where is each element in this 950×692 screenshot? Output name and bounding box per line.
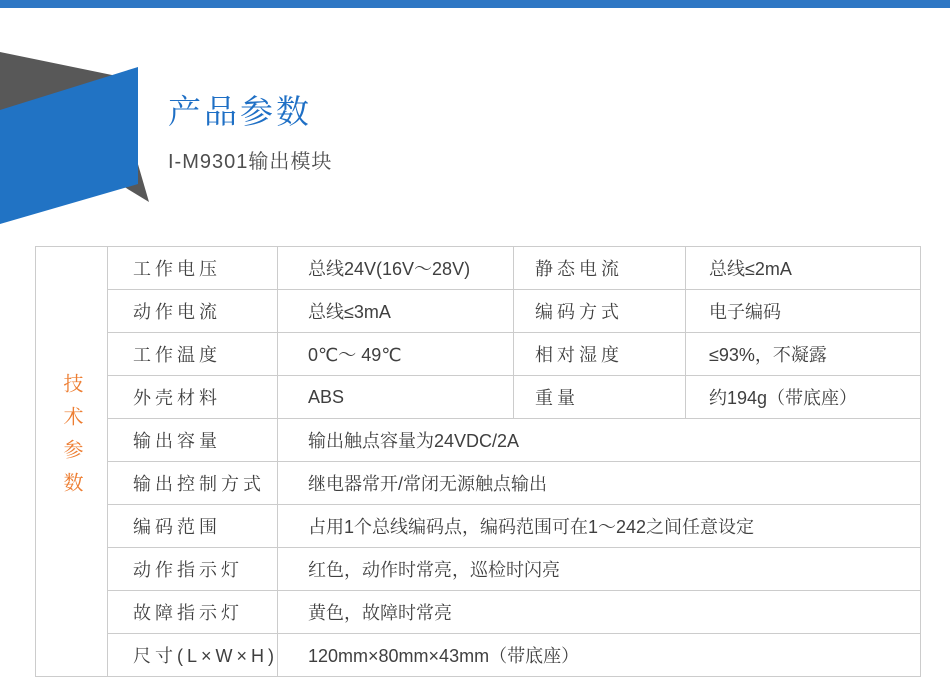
side-header-cell <box>36 247 108 677</box>
spec-label: 静态电流 <box>514 247 686 290</box>
spec-value: 总线≤3mA <box>278 290 514 333</box>
spec-value: 120mm×80mm×43mm（带底座） <box>278 634 921 677</box>
table-row <box>36 634 921 677</box>
side-header: 技术参数 <box>60 373 82 505</box>
spec-label: 重量 <box>514 376 686 419</box>
spec-value: 0℃～ 49℃ <box>278 333 514 376</box>
spec-label: 输出控制方式 <box>108 462 278 505</box>
spec-value: 总线24V(16V～28V) <box>278 247 514 290</box>
spec-value: 总线≤2mA <box>686 247 921 290</box>
spec-table <box>35 246 921 677</box>
spec-value: 黄色，故障时常亮 <box>278 591 921 634</box>
spec-value: 约194g（带底座） <box>686 376 921 419</box>
spec-label: 输出容量 <box>108 419 278 462</box>
table-row <box>36 333 921 376</box>
spec-label: 工作电压 <box>108 247 278 290</box>
table-row <box>36 505 921 548</box>
spec-label: 工作温度 <box>108 333 278 376</box>
spec-value: 占用1个总线编码点，编码范围可在1～242之间任意设定 <box>278 505 921 548</box>
page-title: 产品参数 <box>168 93 312 130</box>
spec-label: 故障指示灯 <box>108 591 278 634</box>
product-name: I-M9301输出模块 <box>168 151 333 173</box>
spec-label: 动作指示灯 <box>108 548 278 591</box>
spec-label: 编码范围 <box>108 505 278 548</box>
spec-value: 电子编码 <box>686 290 921 333</box>
spec-value: 继电器常开/常闭无源触点输出 <box>278 462 921 505</box>
table-row <box>36 290 921 333</box>
table-row <box>36 591 921 634</box>
spec-value: 红色，动作时常亮，巡检时闪亮 <box>278 548 921 591</box>
spec-label: 编码方式 <box>514 290 686 333</box>
spec-value: ≤93%，不凝露 <box>686 333 921 376</box>
spec-value: ABS <box>278 376 514 419</box>
spec-value: 输出触点容量为24VDC/2A <box>278 419 921 462</box>
table-row <box>36 548 921 591</box>
spec-label: 尺寸(L×W×H) <box>108 634 278 677</box>
table-row <box>36 247 921 290</box>
table-row <box>36 376 921 419</box>
decorative-banner <box>0 52 152 226</box>
spec-label: 动作电流 <box>108 290 278 333</box>
table-row <box>36 462 921 505</box>
spec-label: 相对湿度 <box>514 333 686 376</box>
top-accent-bar <box>0 0 950 8</box>
spec-label: 外壳材料 <box>108 376 278 419</box>
table-row <box>36 419 921 462</box>
